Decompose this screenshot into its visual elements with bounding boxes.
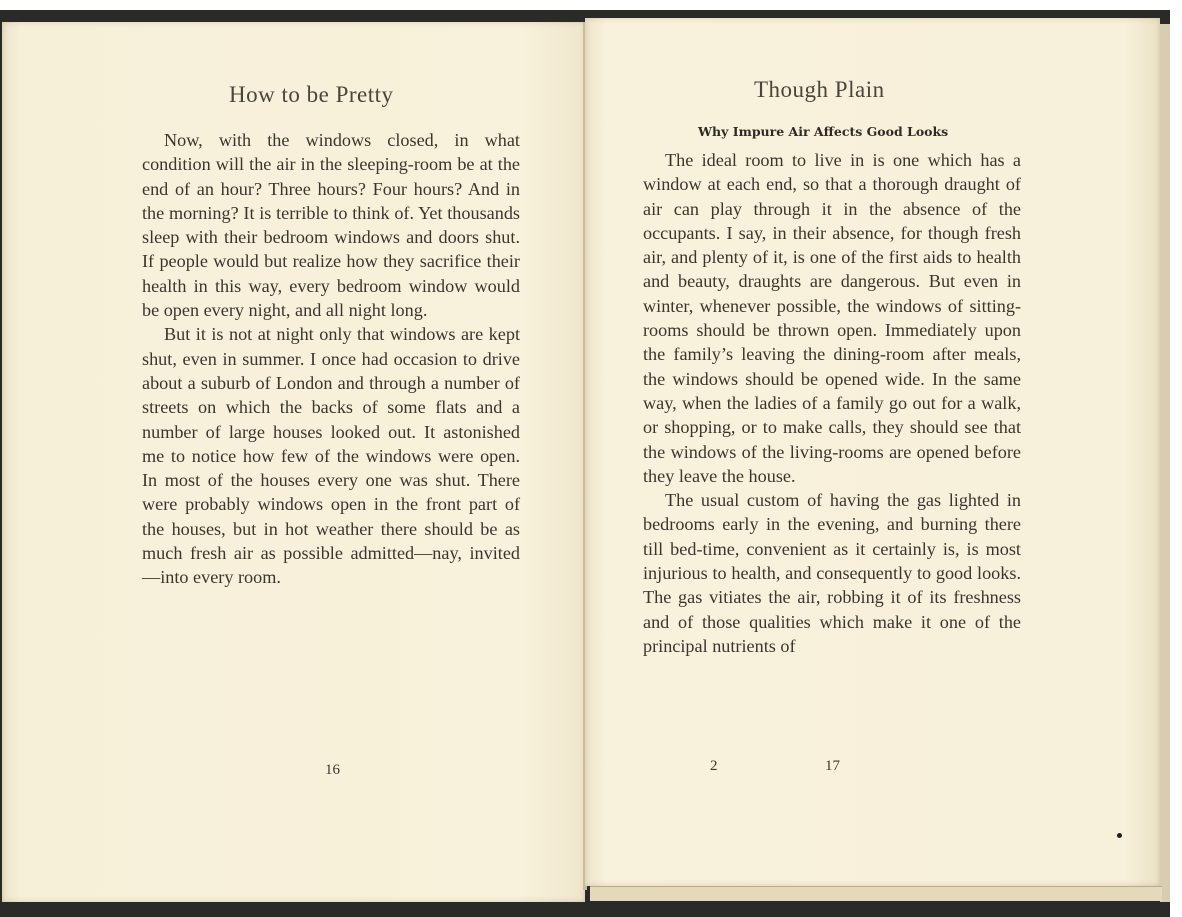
left-paragraph: But it is not at night only that windows are kept shut, even in summer. I once had occasion to drive about a suburb of London and through a number of streets on which the backs of some flats and a number of large houses looked out. It astonished me to notice how few of the windows were open. In most of the houses every one was shut. There were probably windows open in the front part of the houses, but in hot weather there should be as much fresh air as possible admitted—nay, invited—into every room. [142,324,520,588]
ink-speck [1117,833,1122,838]
signature-mark: 2 [710,758,718,774]
section-heading: Why Impure Air Affects Good Looks [698,124,949,139]
left-page [2,22,585,902]
right-paragraph: The usual custom of having the gas lighted in bedrooms early in the evening, and burning there till bed-time, convenient as it certainly is, is most injurious to health, and consequently to good looks. The gas vitiates the air, robbing it of its freshness and of those qualities which make it one of the principal nutrients of [643,490,1021,656]
right-page-number: 17 [825,758,840,774]
left-body-text [142,128,520,590]
left-paragraph: Now, with the windows closed, in what condition will the air in the sleeping-room be at the end of an hour? Three hours? Four hours? And in the morning? It is terrible to think of. Yet thousands sleep with their bedroom windows and doors shut. If people would but realize how they sacrifice their health in this way, every bedroom window would be open every night, and all night long. [142,130,520,321]
right-page [585,18,1160,886]
page-bottom-edge [590,886,1162,901]
page-edges [1160,24,1170,902]
right-running-head: Though Plain [754,77,885,102]
right-body-text [643,148,1021,658]
left-running-head: How to be Pretty [229,82,394,107]
left-page-number: 16 [325,762,340,778]
right-paragraph: The ideal room to live in is one which has a window at each end, so that a thorough draught of air can play through it in the absence of the occupants. I say, in their absence, for though fresh air, and plenty of it, is one of the first aids to health and beauty, draughts are dangerous. But even in winter, whenever possible, the windows of sitting-rooms should be thrown open. Immediately upon the family’s leaving the dining-room after meals, the windows should be opened wide. In the same way, when the ladies of a family go out for a walk, or shopping, or to make calls, they should see that the windows of the living-rooms are opened before they leave the house. [643,150,1021,486]
